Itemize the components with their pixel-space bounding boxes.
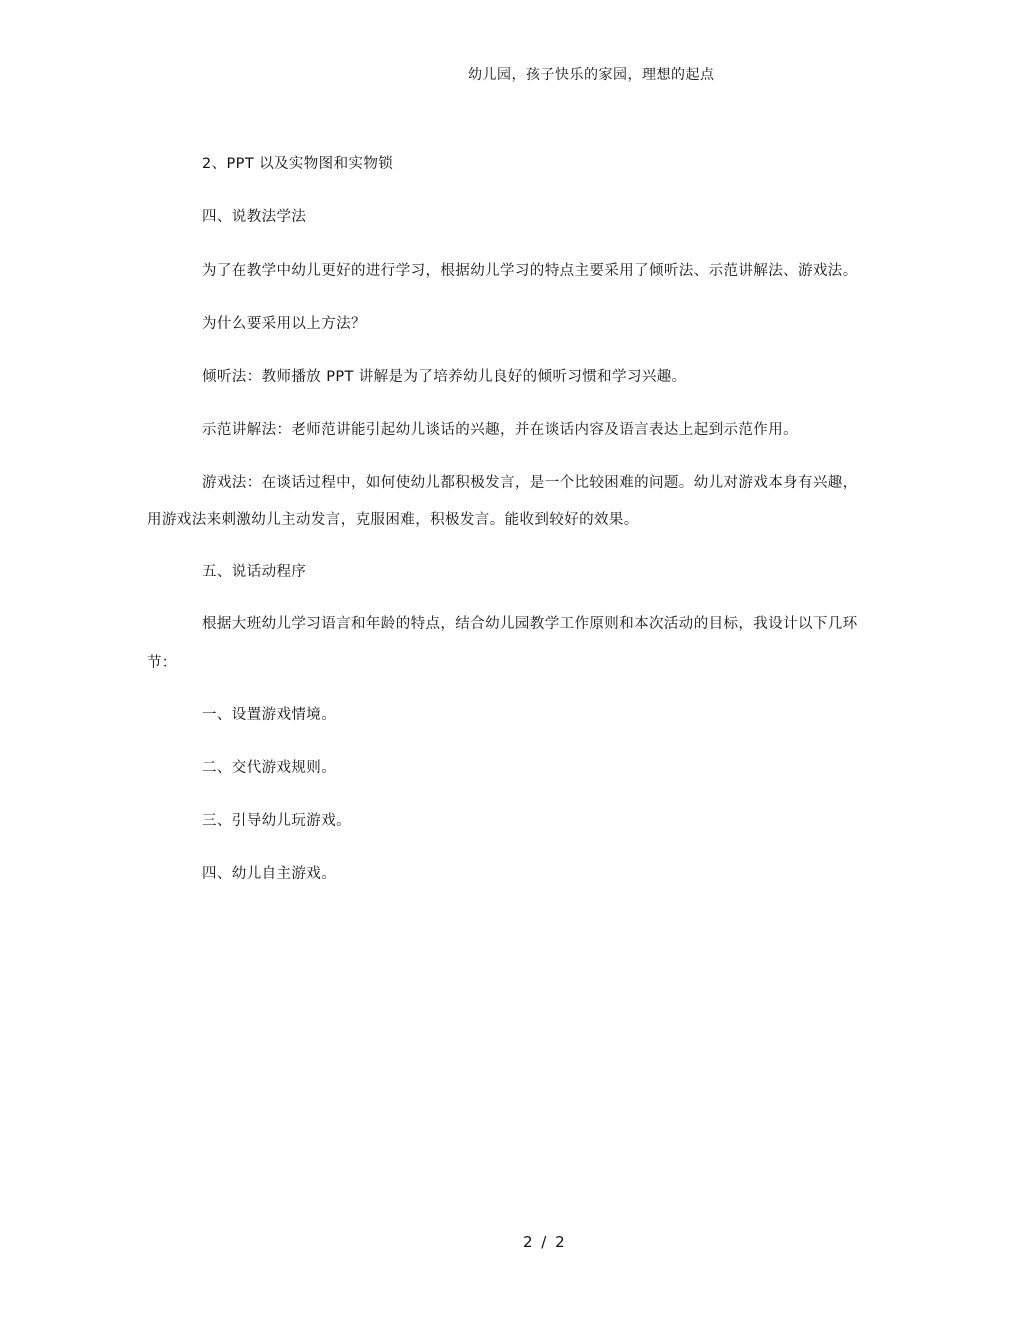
body-line: 示范讲解法：老师范讲能引起幼儿谈话的兴趣，并在谈话内容及语言表达上起到示范作用。: [202, 422, 798, 438]
list-item: 一、设置游戏情境。: [202, 707, 337, 723]
list-item: 四、幼儿自主游戏。: [202, 866, 337, 882]
page-number: 2 / 2: [523, 1233, 567, 1251]
body-line: 为什么要采用以上方法？: [202, 316, 366, 332]
body-line: 倾听法：教师播放 PPT 讲解是为了培养幼儿良好的倾听习惯和学习兴趣。: [202, 369, 687, 385]
list-item: 二、交代游戏规则。: [202, 760, 337, 776]
page-header: 幼儿园，孩子快乐的家园，理想的起点: [468, 67, 715, 83]
body-line: 游戏法：在谈话过程中，如何使幼儿都积极发言，是一个比较困难的问题。幼儿对游戏本身有兴趣，: [202, 475, 858, 491]
body-line: 用游戏法来刺激幼儿主动发言，克服困难，积极发言。能收到较好的效果。: [147, 512, 639, 528]
list-item: 三、引导幼儿玩游戏。: [202, 813, 351, 829]
section-heading: 五、说话动程序: [202, 564, 307, 580]
body-line: 2、PPT 以及实物图和实物锁: [202, 156, 394, 172]
body-line: 为了在教学中幼儿更好的进行学习，根据幼儿学习的特点主要采用了倾听法、示范讲解法、游戏法。: [202, 263, 858, 279]
section-heading: 四、说教法学法: [202, 209, 307, 225]
body-line: 节：: [147, 655, 177, 671]
body-line: 根据大班幼儿学习语言和年龄的特点，结合幼儿园教学工作原则和本次活动的目标，我设计以下几环: [202, 616, 858, 632]
